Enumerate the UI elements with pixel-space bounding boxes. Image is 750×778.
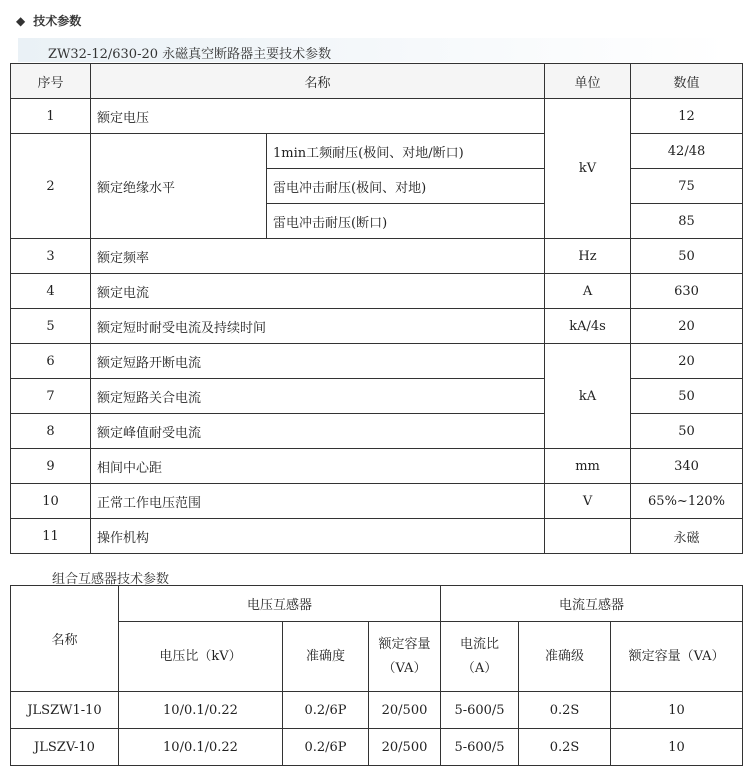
row-value: 65%~120%	[631, 484, 743, 519]
transformer-spec-table	[10, 585, 743, 766]
diamond-bullet-icon: ◆	[16, 14, 26, 28]
row-name: 额定短时耐受电流及持续时间	[91, 309, 545, 344]
header-current-capacity: 额定容量（VA）	[611, 622, 743, 692]
row-no: 8	[11, 414, 91, 449]
row-no: 4	[11, 274, 91, 309]
row-unit: kA/4s	[545, 309, 631, 344]
voltage-ratio: 10/0.1/0.22	[119, 692, 283, 729]
table-row	[11, 134, 743, 169]
row-value: 50	[631, 379, 743, 414]
header-current-ratio-line1: 电流比	[460, 636, 500, 652]
header-current-transformer: 电流互感器	[441, 586, 743, 622]
current-capacity: 10	[611, 692, 743, 729]
row-name: 相间中心距	[91, 449, 545, 484]
table-row	[11, 379, 743, 414]
header-voltage-accuracy: 准确度	[283, 622, 369, 692]
row-unit: Hz	[545, 239, 631, 274]
current-accuracy: 0.2S	[519, 729, 611, 766]
row-no: 11	[11, 519, 91, 554]
row-unit: mm	[545, 449, 631, 484]
table-row	[11, 99, 743, 134]
header-no: 序号	[11, 64, 91, 99]
header-unit: 单位	[545, 64, 631, 99]
table-row	[11, 484, 743, 519]
row-no: 7	[11, 379, 91, 414]
row-no: 5	[11, 309, 91, 344]
table-row	[11, 274, 743, 309]
row-value: 85	[631, 204, 743, 239]
row-unit-ka: kA	[545, 344, 631, 449]
table-row	[11, 729, 743, 766]
table1-header-row	[11, 64, 743, 99]
table-row	[11, 239, 743, 274]
voltage-capacity: 20/500	[369, 729, 441, 766]
table-row	[11, 309, 743, 344]
section-title: 技术参数	[33, 14, 82, 28]
row-unit: A	[545, 274, 631, 309]
row-value: 75	[631, 169, 743, 204]
header-voltage-transformer: 电压互感器	[119, 586, 441, 622]
table-row	[11, 344, 743, 379]
header-current-ratio-line2: （A）	[461, 660, 498, 676]
row-unit: V	[545, 484, 631, 519]
header-voltage-capacity-line2: （VA）	[382, 660, 427, 676]
header-name: 名称	[11, 586, 119, 692]
row-value: 12	[631, 99, 743, 134]
row-value: 永磁	[631, 519, 743, 554]
table-row	[11, 449, 743, 484]
voltage-accuracy: 0.2/6P	[283, 692, 369, 729]
row-name: 额定绝缘水平	[91, 134, 267, 239]
voltage-accuracy: 0.2/6P	[283, 729, 369, 766]
row-value: 50	[631, 239, 743, 274]
header-name: 名称	[91, 64, 545, 99]
header-value: 数值	[631, 64, 743, 99]
voltage-capacity: 20/500	[369, 692, 441, 729]
table-row	[11, 414, 743, 449]
current-ratio: 5-600/5	[441, 729, 519, 766]
row-name: 正常工作电压范围	[91, 484, 545, 519]
row-no: 10	[11, 484, 91, 519]
row-name: 额定峰值耐受电流	[91, 414, 545, 449]
voltage-ratio: 10/0.1/0.22	[119, 729, 283, 766]
row-value: 340	[631, 449, 743, 484]
row-no: 2	[11, 134, 91, 239]
row-no: 1	[11, 99, 91, 134]
row-no: 9	[11, 449, 91, 484]
row-subname: 雷电冲击耐压(极间、对地)	[267, 169, 545, 204]
row-subname: 雷电冲击耐压(断口)	[267, 204, 545, 239]
current-capacity: 10	[611, 729, 743, 766]
model-name: JLSZV-10	[11, 729, 119, 766]
table-row	[11, 692, 743, 729]
current-ratio: 5-600/5	[441, 692, 519, 729]
current-accuracy: 0.2S	[519, 692, 611, 729]
row-value: 42/48	[631, 134, 743, 169]
section-heading	[16, 12, 81, 29]
table2-caption: 组合互感器技术参数	[52, 572, 170, 587]
row-value: 50	[631, 414, 743, 449]
row-subname: 1min工频耐压(极间、对地/断口)	[267, 134, 545, 169]
row-name: 额定短路开断电流	[91, 344, 545, 379]
table1-caption: ZW32-12/630-20 永磁真空断路器主要技术参数	[48, 47, 332, 62]
row-name: 操作机构	[91, 519, 545, 554]
header-voltage-ratio: 电压比（kV）	[119, 622, 283, 692]
table2-column-header-row	[11, 622, 743, 692]
row-name: 额定电压	[91, 99, 545, 134]
header-current-ratio	[441, 622, 519, 692]
table-row	[11, 519, 743, 554]
row-value: 20	[631, 309, 743, 344]
model-name: JLSZW1-10	[11, 692, 119, 729]
row-unit-kv: kV	[545, 99, 631, 239]
breaker-spec-table	[10, 63, 743, 554]
header-current-accuracy: 准确级	[519, 622, 611, 692]
header-voltage-capacity-line1: 额定容量	[378, 636, 431, 652]
row-name: 额定电流	[91, 274, 545, 309]
row-value: 20	[631, 344, 743, 379]
row-unit	[545, 519, 631, 554]
row-no: 3	[11, 239, 91, 274]
row-name: 额定短路关合电流	[91, 379, 545, 414]
table2-group-header-row	[11, 586, 743, 622]
header-voltage-capacity	[369, 622, 441, 692]
row-no: 6	[11, 344, 91, 379]
row-name: 额定频率	[91, 239, 545, 274]
row-value: 630	[631, 274, 743, 309]
